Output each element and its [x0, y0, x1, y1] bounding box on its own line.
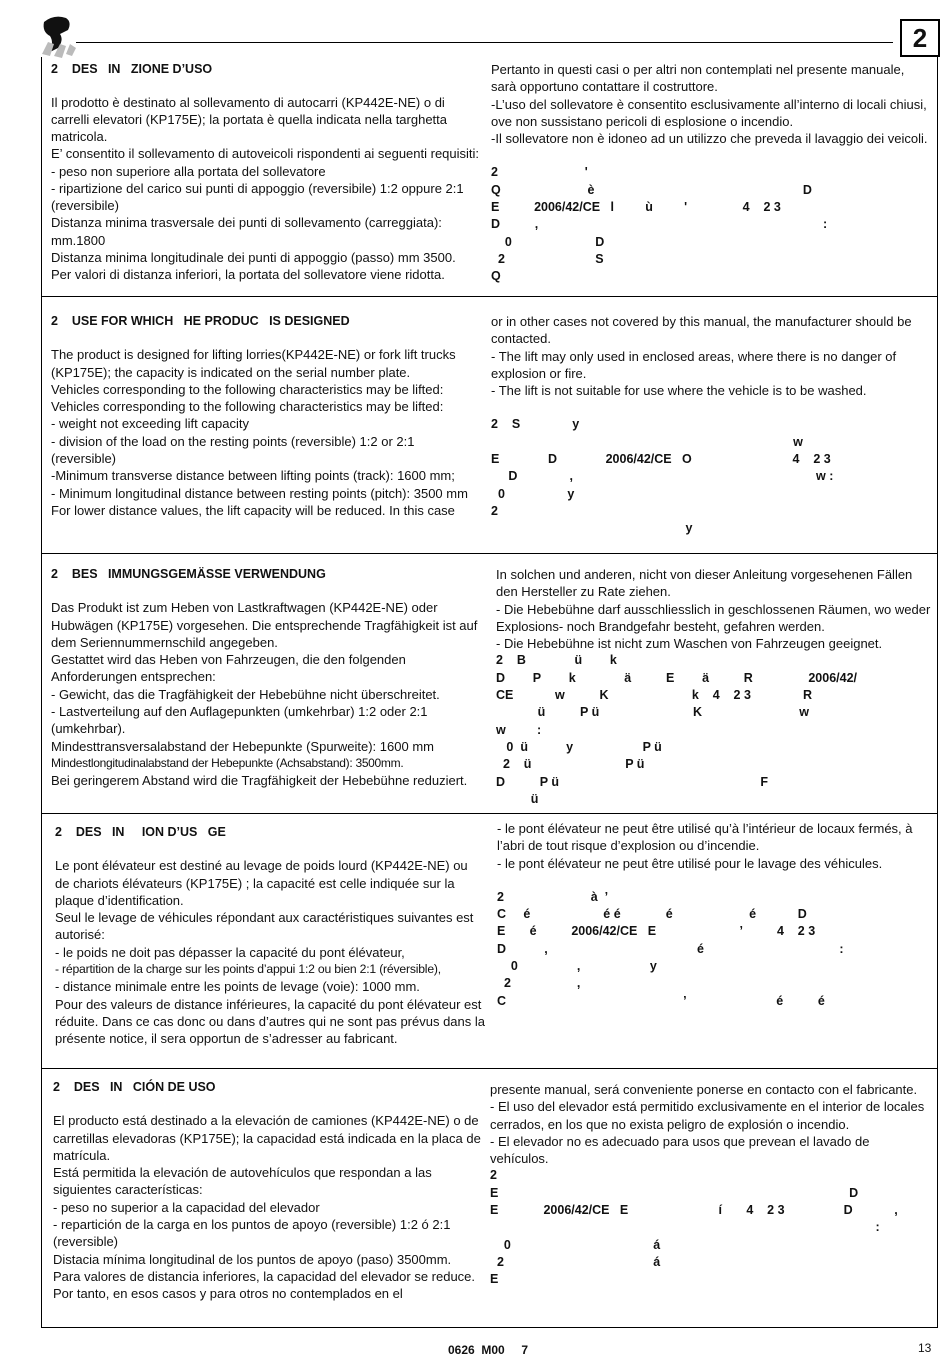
paragraph: - Lastverteilung auf den Auflagepunkten (umkehrbar) 1:2 oder 2:1 (umkehrbar). [51, 704, 428, 737]
paragraph: The product is designed for lifting lorries(KP442E-NE) or fork lift trucks (KP175E); the capacity is indicated on the serial number plate. [51, 347, 456, 380]
paragraph: - le poids ne doit pas dépasser la capacité du pont élévateur, [55, 944, 405, 960]
fragment-line: D , : [491, 217, 828, 232]
paragraph: - le pont élévateur ne peut être utilisé qu’à l’intérieur de locaux fermés, à l’abri de tout risque d’explosion ou d’incendie. [497, 821, 913, 854]
paragraph: -Minimum transverse distance between lifting points (track): 1600 mm; [51, 468, 455, 484]
section-title: 2 DES IN CIÓN DE USO [53, 1080, 216, 1094]
fragment-line: ü P ü K w [496, 705, 810, 720]
paragraph: Seul le levage de véhicules répondant aux caractéristiques suivantes est autorisé: [55, 910, 474, 943]
paragraph: - répartition de la charge sur les points d’appui 1:2 ou bien 2:1 (réversible), [55, 962, 441, 977]
fragment-line: E [490, 1272, 499, 1287]
fragment-line: D P ü F [496, 774, 769, 789]
fragment-line: 2 ' [491, 165, 588, 180]
fragment-line: w [491, 434, 803, 449]
paragraph: - weight not exceeding lift capacity [51, 416, 249, 432]
section-german [41, 554, 938, 814]
fragment-line: D , w : [491, 469, 834, 484]
paragraph: Gestattet wird das Heben von Fahrzeugen, die den folgenden Anforderungen entsprechen: [51, 652, 406, 685]
fragment-line: E D [490, 1185, 859, 1200]
fragment-line: : [490, 1220, 880, 1235]
paragraph: Vehicles corresponding to the following characteristics may be lifted: [51, 399, 444, 415]
paragraph: - ripartizione del carico sui punti di appoggio (reversibile) 1:2 oppure 2:1 (reversibile) [51, 180, 464, 214]
fragment-line: 2 [491, 503, 498, 518]
fragment-line: ü [496, 791, 539, 806]
paragraph: For lower distance values, the lift capacity will be reduced. In this case [51, 502, 455, 518]
fragment-line: Q [491, 269, 501, 284]
paragraph: - division of the load on the resting points (reversible) 1:2 or 2:1 (reversible) [51, 433, 415, 467]
paragraph: El producto está destinado a la elevación de camiones (KP442E-NE) o de carretillas elevadoras (KP175E); la capacidad está indicada en la placa de matrícula. [53, 1113, 481, 1163]
paragraph: Per valori di distanza inferiori, la portata del sollevatore viene ridotta. [51, 267, 445, 283]
fragment-line: 2 S y [491, 417, 580, 432]
section-title: 2 BES IMMUNGSGEMÄSSE VERWENDUNG [51, 567, 326, 581]
fragment-line: Q è D [491, 182, 812, 197]
fragment-line: 0 ü y P ü [496, 739, 662, 754]
paragraph: Bei geringerem Abstand wird die Tragfähigkeit der Hebebühne reduziert. [51, 773, 468, 789]
fragment-line: 2 á [490, 1254, 661, 1269]
paragraph: Pertanto in questi casi o per altri non contemplati nel presente manuale, sarà opportuno contattare il costruttore. [491, 62, 905, 95]
document-code: 0626 M00 7 [448, 1343, 529, 1357]
fragment-line: E D 2006/42/CE O 4 2 3 [491, 452, 831, 467]
fragment-line: 0 D [491, 234, 605, 249]
company-logo [38, 14, 78, 58]
paragraph: E’ consentito il sollevamento di autoveicoli rispondenti ai seguenti requisiti: [51, 146, 480, 162]
fragment-line: E 2006/42/CE E í 4 2 3 D , [490, 1203, 898, 1218]
fragment-line: 2 , [497, 976, 581, 991]
paragraph: - peso non superiore alla portata del sollevatore [51, 163, 326, 179]
paragraph: In solchen und anderen, nicht von dieser Anleitung vorgesehenen Fällen den Hersteller zu Rate ziehen. [496, 567, 913, 600]
paragraph: Pour des valeurs de distance inférieures, la capacité du pont élévateur est réduite. Dans ce cas donc ou dans d’autres qui ne sont pas prévus dans la présente notice, il sera opportun de s’adresser au fabricant. [55, 996, 485, 1047]
section-spanish [41, 1069, 938, 1328]
page-number: 13 [918, 1341, 932, 1355]
paragraph: Vehicles corresponding to the following characteristics may be lifted: [51, 381, 444, 397]
header-rule [76, 42, 893, 43]
fragment-line: D , é : [497, 941, 844, 956]
paragraph: Para valores de distancia inferiores, la capacidad del elevador se reduce. Por tanto, en esos casos y para otros no contemplados en el [53, 1268, 476, 1302]
fragment-line: 2 S [491, 251, 604, 266]
fragment-line: C é é é é é D [497, 907, 807, 922]
paragraph: Il prodotto è destinato al sollevamento di autocarri (KP442E-NE) o di carrelli elevatori (KP175E); la portata è quella indicata nella targhetta matricola. [51, 95, 448, 145]
fragment-line: E é 2006/42/CE E ’ 4 2 3 [497, 924, 816, 939]
paragraph: - repartición de la carga en los puntos de apoyo (reversible) 1:2 ó 2:1 (reversible) [53, 1217, 451, 1250]
fragment-line: C ’ é é [497, 993, 825, 1008]
paragraph: - El elevador no es adecuado para usos que prevean el lavado de vehículos. [490, 1133, 870, 1167]
paragraph: -L’uso del sollevatore è consentito esclusivamente all’interno di locali chiusi, ove non sussistano pericoli di esplosione o incendio. [491, 96, 927, 129]
paragraph: or in other cases not covered by this manual, the manufacturer should be contacted. [491, 314, 912, 347]
paragraph: Das Produkt ist zum Heben von Lastkraftwagen (KP442E-NE) oder Hubwägen (KP175E) vorgesehen. Die entsprechende Tragfähigkeit ist auf dem Seriennummernschild angegeben. [51, 600, 478, 650]
fragment-line: 2 ü P ü [496, 757, 645, 772]
paragraph: - Minimum longitudinal distance between resting points (pitch): 3500 mm [51, 485, 468, 501]
fragment-line: 0 , y [497, 959, 657, 974]
fragment-line: 0 á [490, 1237, 661, 1252]
paragraph: - El uso del elevador está permitido exclusivamente en el interior de locales cerrados, en los que no exista peligro de explosión o incendio. [490, 1099, 925, 1132]
fragment-line: w : [496, 722, 542, 737]
paragraph: - Gewicht, das die Tragfähigkeit der Hebebühne nicht überschreitet. [51, 686, 440, 702]
fragment-line: E 2006/42/CE l ù ' 4 2 3 [491, 200, 781, 215]
section-title: 2 DES IN ION D’US GE [55, 825, 226, 839]
section-italian [41, 57, 938, 297]
fragment-line: D P k ä E ä R 2006/42/ [496, 670, 858, 685]
section-french [41, 814, 938, 1069]
section-title: 2 USE FOR WHICH HE PRODUC IS DESIGNED [51, 314, 350, 328]
paragraph: - The lift may only used in enclosed areas, where there is no danger of explosion or fire. [491, 348, 897, 381]
paragraph: - Die Hebebühne ist nicht zum Waschen von Fahrzeugen geeignet. [496, 636, 883, 652]
paragraph: Le pont élévateur est destiné au levage de poids lourd (KP442E-NE) ou de chariots élévateurs (KP175E) ; la capacité est celle indiquée sur la plaque d’identification. [55, 858, 468, 908]
paragraph: Distanza minima longitudinale dei punti di appoggio (passo) mm 3500. [51, 250, 456, 266]
fragment-line: y [491, 521, 693, 536]
paragraph: Distacia mínima longitudinal de los puntos de apoyo (paso) 3500mm. [53, 1251, 452, 1267]
paragraph: -Il sollevatore non è idoneo ad un utilizzo che preveda il lavaggio dei veicoli. [491, 131, 928, 147]
section-title: 2 DES IN ZIONE D’USO [51, 62, 213, 76]
paragraph: Mindesttransversalabstand der Hebepunkte (Spurweite): 1600 mm [51, 738, 434, 754]
paragraph: - The lift is not suitable for use where the vehicle is to be washed. [491, 383, 867, 399]
fragment-line: CE w K k 4 2 3 R [496, 688, 813, 703]
paragraph: presente manual, será conveniente ponerse en contacto con el fabricante. [490, 1082, 918, 1097]
paragraph: - Die Hebebühne darf ausschliesslich in geschlossenen Räumen, wo weder Explosions- noch Brandgefahr besteht, gefahren werden. [496, 601, 931, 634]
chapter-number: 2 [900, 19, 940, 57]
fragment-line: 2 B ü k [496, 653, 617, 668]
paragraph: - le pont élévateur ne peut être utilisé pour le lavage des véhicules. [497, 855, 883, 871]
paragraph: Mindestlongitudinalabstand der Hebepunkte (Achsabstand): 3500mm. [51, 755, 404, 770]
fragment-line: 0 y [491, 486, 575, 501]
paragraph: - distance minimale entre les points de levage (voie): 1000 mm. [55, 979, 420, 995]
fragment-line: 2 à ’ [497, 889, 609, 904]
paragraph: Distanza minima trasversale dei punti di sollevamento (carreggiata): mm.1800 [51, 215, 442, 248]
paragraph: - peso no superior a la capacidad del elevador [53, 1199, 320, 1215]
section-english [41, 297, 938, 554]
fragment-line: 2 [490, 1168, 497, 1183]
paragraph: Está permitida la elevación de autovehículos que respondan a las siguientes características: [53, 1165, 432, 1198]
